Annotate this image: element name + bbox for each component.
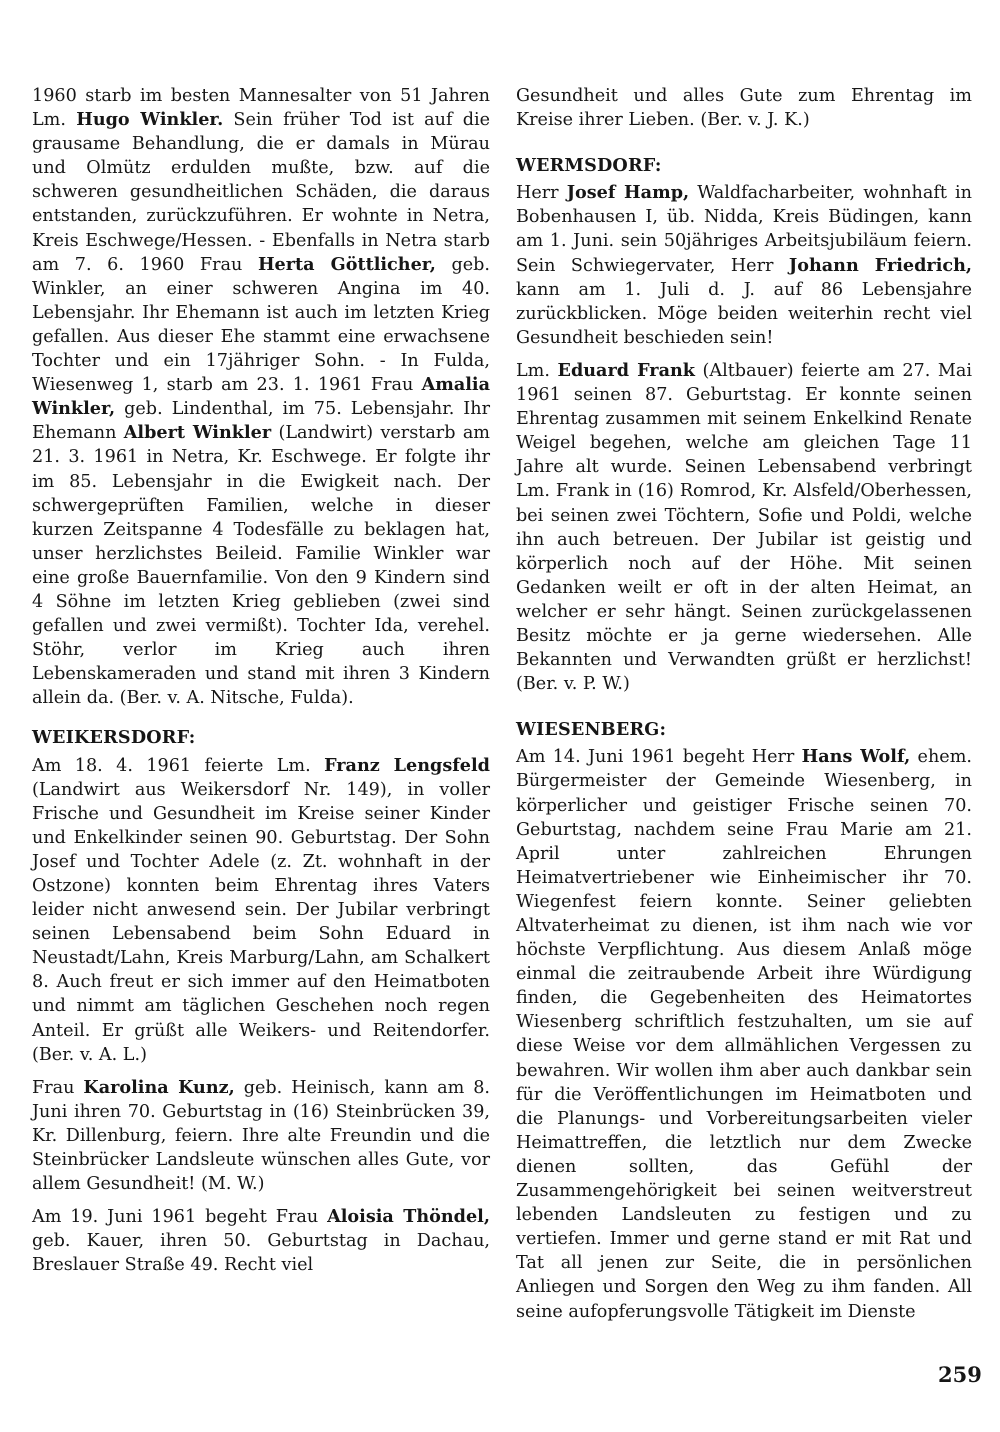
bold-name: Franz Lengsfeld xyxy=(324,754,490,776)
section-heading-weikersdorf: WEIKERSDORF: xyxy=(32,727,196,749)
birthday-kunz-paragraph: Frau Karolina Kunz, geb. Heinisch, kann am 8. Juni ihren 70. Geburtstag in (16) Steinbrücken 39, Kr. Dillenburg, feiern. Ihre alte Freundin und die Steinbrücker Landsleute wünschen alles Gute, vor allem Gesundheit! (M. W.) xyxy=(32,1076,491,1195)
section-heading-wiesenberg: WIESENBERG: xyxy=(516,719,667,741)
bold-name: Josef Hamp, xyxy=(566,182,690,204)
bold-name: Eduard Frank xyxy=(557,359,695,381)
birthday-frank-paragraph: Lm. Eduard Frank (Altbauer) feierte am 27. Mai 1961 seinen 87. Geburtstag. Er konnte seinen Ehrentag zusammen mit seinem Enkelkind Renate Weigel begehen, welche am gleichen Tage 11 Jahre alt wurde. Seinen Lebensabend verbringt Lm. Frank in (16) Romrod, Kr. Alsfeld/Oberhessen, bei seinen zwei Töchtern, Sofie und Poldi, welche ihn auch betreuen. Der Jubilar ist geistig und körperlich noch auf der Höhe. Mit seinen Gedanken weilt er oft in der alten Heimat, an welcher er sehr hängt. Seinen zurückgelassenen Besitz möchte er ja gerne wiedersehen. Alle Bekannten und Verwandten grüßt er herzlichst! (Ber. v. P. W.) xyxy=(516,359,973,695)
obituary-winkler-paragraph: 1960 starb im besten Mannesalter von 51 Jahren Lm. Hugo Winkler. Sein früher Tod ist auf die grausame Behandlung, die er damals in Mürau und Olmütz erdulden mußte, bzw. auf die schweren gesundheitlichen Schäden, die daraus entstanden, zurückzuführen. Er wohnte in Netra, Kreis Eschwege/Hessen. - Ebenfalls in Netra starb am 7. 6. 1960 Frau Herta Göttlicher, geb. Winkler, an einer schweren Angina im 40. Lebensjahr. Ihr Ehemann ist auch im letzten Krieg gefallen. Aus dieser Ehe stammt eine erwachsene Tochter und ein 17jähriger Sohn. - In Fulda, Wiesenweg 1, starb am 23. 1. 1961 Frau Amalia Winkler, geb. Lindenthal, im 75. Lebensjahr. Ihr Ehemann Albert Winkler (Landwirt) verstarb am 21. 3. 1961 in Netra, Kr. Eschwege. Er folgte ihr im 85. Lebensjahr in die Ewigkeit nach. Der schwergeprüften Familien, welche in dieser kurzen Zeitspanne 4 Todesfälle zu beklagen hat, unser herzlichstes Beileid. Familie Winkler war eine große Bauernfamilie. Von den 9 Kindern sind 4 Söhne im letzten Krieg geblieben (zwei sind gefallen und zwei vermißt). Tochter Ida, verehel. Stöhr, verlor im Krieg auch ihren Lebenskameraden und stand mit ihren 3 Kindern allein da. (Ber. v. A. Nitsche, Fulda). xyxy=(32,86,491,709)
birthday-thoendel-paragraph: Am 19. Juni 1961 begeht Frau Aloisia Thöndel, geb. Kauer, ihren 50. Geburtstag in Dachau, Breslauer Straße 49. Recht viel xyxy=(32,1206,490,1276)
left-column xyxy=(32,84,490,1289)
bold-name: Karolina Kunz, xyxy=(83,1076,235,1098)
birthday-thoendel-continued-paragraph: Gesundheit und alles Gute zum Ehrentag im Kreise ihrer Lieben. (Ber. v. J. K.) xyxy=(516,86,972,131)
birthday-wolf-paragraph: Am 14. Juni 1961 begeht Herr Hans Wolf, ehem. Bürgermeister der Gemeinde Wiesenberg, in körperlicher und geistiger Frische seinen 70. Geburtstag, nachdem seine Frau Marie am 21. April unter zahlreichen Ehrungen Heimatvertriebener wie Einheimischer ihr 70. Wiegenfest feiern konnte. Seiner geliebten Altvaterheimat zu dienen, ist ihm nach wie vor höchste Verpflichtung. Aus diesem Anlaß möge einmal die zeitraubende Arbeit ihre Würdigung finden, die Gegebenheiten des Heimatortes Wiesenberg schriftlich festzuhalten, um sie auf diese Weise vor dem allmählichen Vergessen zu bewahren. Wir wollen ihm aber auch dankbar sein für die Veröffentlichungen im Heimatboten und die Planungs- und Vorbereitungsarbeiten vieler Heimattreffen, die letztlich nur dem Zwecke dienen sollten, das Gefühl der Zusammengehörigkeit bei seinen weitverstreut lebenden Landsleuten zu festigen und zu vertiefen. Immer und gerne stand er mit Rat und Tat all jenen zur Seite, die in persönlichen Anliegen und Sorgen den Weg zu ihm fanden. All seine aufopferungsvolle Tätigkeit im Dienste xyxy=(516,746,972,1322)
bold-name: Hugo Winkler. xyxy=(76,109,224,131)
bold-name: Hans Wolf, xyxy=(801,746,911,768)
jubilee-hamp-paragraph: Herr Josef Hamp, Waldfacharbeiter, wohnhaft in Bobenhausen I, üb. Nidda, Kreis Büdingen, kann am 1. Juni. sein 50jähriges Arbeitsjubiläum feiern. Sein Schwiegervater, Herr Johann Friedrich, kann am 1. Juli d. J. auf 86 Lebensjahre zurückblicken. Möge beiden weiterhin recht viel Gesundheit beschieden sein! xyxy=(516,182,973,348)
birthday-lengsfeld-paragraph: Am 18. 4. 1961 feierte Lm. Franz Lengsfeld (Landwirt aus Weikersdorf Nr. 149), in voller Frische und Gesundheit im Kreise seiner Kinder und Enkelkinder seinen 90. Geburtstag. Der Sohn Josef und Tochter Adele (z. Zt. wohnhaft in der Ostzone) konnten beim Ehrentag ihres Vaters leider nicht anwesend sein. Der Jubilar verbringt seinen Lebensabend beim Sohn Eduard in Neustadt/Lahn, Kreis Marburg/Lahn, am Schalkert 8. Auch freut er sich immer auf den Heimatboten und nimmt am täglichen Geschehen noch regen Anteil. Er grüßt alle Weikers- und Reitendorfer. (Ber. v. A. L.) xyxy=(32,754,490,1065)
page-number: 259 xyxy=(938,1362,982,1387)
bold-name: Amalia Winkler, xyxy=(32,374,490,420)
bold-name: Aloisia Thöndel, xyxy=(327,1206,490,1228)
bold-name: Johann Friedrich, xyxy=(788,254,973,276)
section-heading-wermsdorf: WERMSDORF: xyxy=(516,155,662,177)
right-column xyxy=(516,84,972,1335)
bold-name: Albert Winkler xyxy=(123,422,272,444)
bold-name: Herta Göttlicher, xyxy=(257,253,436,275)
